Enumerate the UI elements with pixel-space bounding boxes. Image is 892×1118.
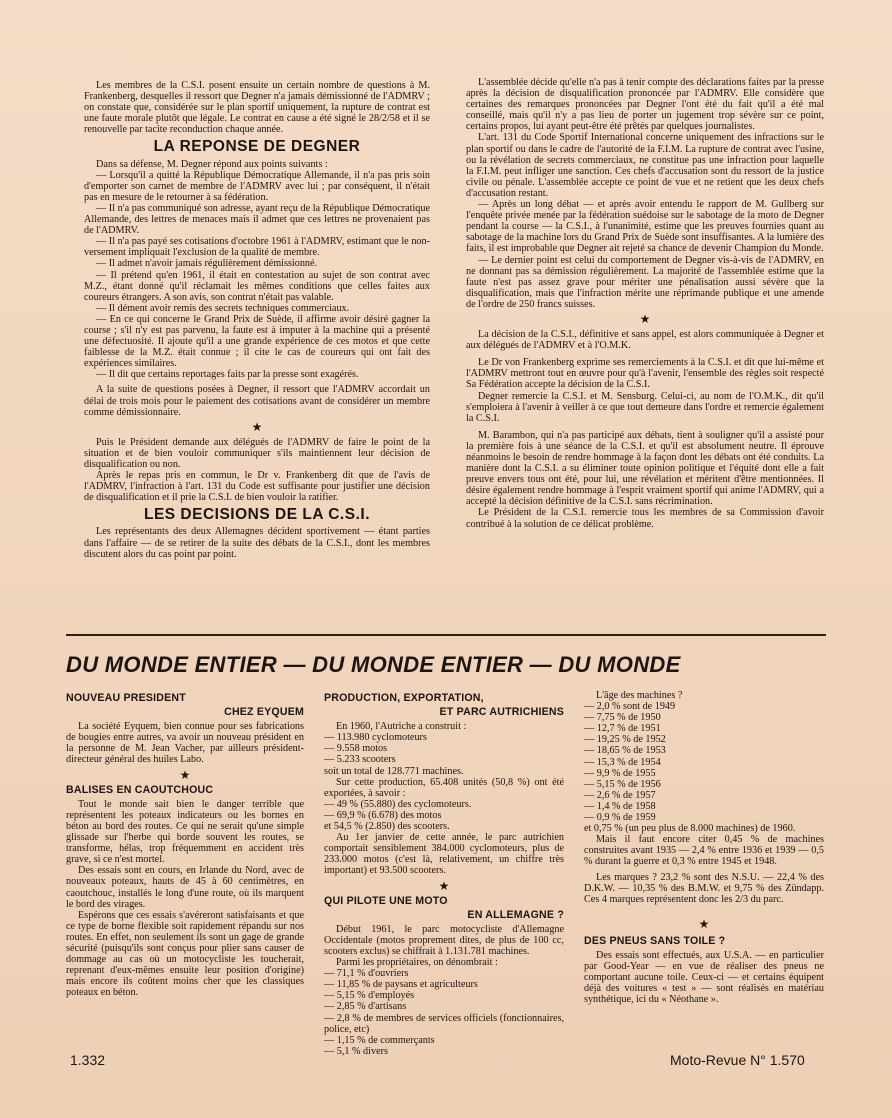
list-item: — 1,15 % de commerçants xyxy=(324,1034,435,1046)
paragraph: Après le repas pris en commun, le Dr v. Frankenberg dit que de l'avis de l'ADMRV, l'infraction à l'art. 131 du Code est suffisante pour justifier une décision de disqualification et il prie la C.S.I. de bien vouloir la ratifier. xyxy=(84,470,430,504)
paragraph: Puis le Président demande aux délégués de l'ADMRV de faire le point de la situation et de bien vouloir communiquer s'ils maintiennent leur décision de disqualification ou non. xyxy=(84,436,430,470)
paragraph: — Il dit que certains reportages faits par la presse sont exagérés. xyxy=(96,369,359,381)
list-item: — 113.980 cyclomoteurs xyxy=(324,732,427,744)
heading-parc-autrichiens: ET PARC AUTRICHIENS xyxy=(439,706,564,719)
intro-paragraph: Les membres de la C.S.I. posent ensuite un certain nombre de questions à M. Frankenberg, desquelles il ressort que Degner n'a jamais démissionné de l'ADMRV ; on constate que, considérée sur le plan sportif uniquement, la rupture de contrat est une faute morale plutôt que légale. Le contrat en cause a été signé le 28/2/58 et il se renouvelle par tacite reconduction chaque année. xyxy=(84,80,430,136)
heading-nouveau-president: NOUVEAU PRESIDENT xyxy=(66,692,186,704)
paragraph: En 1960, l'Autriche a construit : xyxy=(336,721,467,733)
star-separator-icon: ★ xyxy=(251,419,263,434)
article-column-left xyxy=(84,80,430,560)
star-separator-icon: ★ xyxy=(698,916,710,931)
paragraph: — En ce qui concerne le Grand Prix de Suède, il affirme avoir désiré gagner la course ; s'il n'y est pas parvenu, la faute est à imputer à la machine qui a présenté une défectuosité. Il ajoute qu'il a une grande expérience de ces motos et que cette faiblesse de la M.Z. était connue ; il cite le cas de coureurs qui ont fait des expériences similaires. xyxy=(84,313,430,370)
magazine-issue: Moto-Revue N° 1.570 xyxy=(670,1052,805,1068)
paragraph: — Il admet n'avoir jamais régulièrement démissionné. xyxy=(96,258,318,270)
heading-decisions-csi: LES DECISIONS DE LA C.S.I. xyxy=(143,506,370,524)
list-item: — 5,15 % d'employés xyxy=(324,990,415,1002)
paragraph: Au 1er janvier de cette année, le parc autrichien comportait sensiblement 384.000 cyclomoteurs, plus de 233.000 motos (c'est là, relativement, un chiffre très important) et 93.500 scooters. xyxy=(324,832,564,877)
paragraph: — Lorsqu'il a quitté la République Démocratique Allemande, il n'a pas pris soin d'emporter son carnet de membre de l'ADMRV avec lui ; par conséquent, il n'était pas en mesure de le retourner à sa fédération. xyxy=(84,169,430,203)
list-item: — 9.558 motos xyxy=(324,743,388,755)
list-item: — 7,75 % de 1950 xyxy=(584,712,661,724)
list-item: — 2,0 % sont de 1949 xyxy=(584,701,676,713)
paragraph: Parmi les propriétaires, on dénombrait : xyxy=(336,957,498,969)
list-item: — 2,85 % d'artisans xyxy=(324,1001,407,1013)
star-separator-icon: ★ xyxy=(438,878,450,893)
heading-production: PRODUCTION, EXPORTATION, xyxy=(324,692,484,704)
heading-reponse-degner: LA REPONSE DE DEGNER xyxy=(153,138,361,156)
list-item: — 19,25 % de 1952 xyxy=(584,734,666,746)
news-column-3 xyxy=(584,690,824,1005)
paragraph: Des essais sont effectués, aux U.S.A. — en particulier par Good-Year — en vue de réaliser des pneus ne comportant aucune toile. Ceux-ci — et certains équipent déjà des voitures « test » — sont réalisés en matériau synthétique, ici du « Néothane ». xyxy=(584,949,824,1006)
list-item: — 71,1 % d'ouvriers xyxy=(324,968,409,980)
section-divider xyxy=(66,634,826,636)
article-column-right xyxy=(466,77,824,530)
paragraph: Degner remercie la C.S.I. et M. Sensburg. Celui-ci, au nom de l'O.M.K., dit qu'il s'emploiera à l'avenir à veiller à ce que tout demeure dans l'ordre et remercie également la C.S.I. xyxy=(466,390,824,424)
paragraph: Les représentants des deux Allemagnes décident sportivement — étant parties dans l'affaire — de se retirer de la suite des débats de la C.S.I., dont les membres discutent alors du cas point par point. xyxy=(84,526,430,560)
star-separator-icon: ★ xyxy=(639,311,651,326)
paragraph: — Après un long débat — et après avoir entendu le rapport de M. Gullberg sur l'enquête privée menée par la fédération suédoise sur le sabotage de la moto de Degner pendant la course — la C.S.I., à l'unanimité, estime que les preuves fournies quant au sabotage de la machine lors du Grand Prix de Suède sont insuffisantes. A la lumière des faits, il est improbable que Degner ait rejeté sa chance de devenir Champion du Monde. xyxy=(466,199,824,255)
paragraph: La décision de la C.S.I., définitive et sans appel, est alors communiquée à Degner et aux délégués de l'ADMRV et à l'O.M.K. xyxy=(466,329,824,352)
list-item: — 69,9 % (6.678) des motos xyxy=(324,809,442,821)
paragraph: — Il n'a pas payé ses cotisations d'octobre 1961 à l'ADMRV, estimant que le non-versement impliquait l'exclusion de la qualité de membre. xyxy=(84,236,430,259)
paragraph: — Il n'a pas communiqué son adresse, ayant reçu de la République Démocratique Allemande, des lettres de menaces mais il admet que ces lettres ne provenaient pas de l'ADMRV. xyxy=(84,202,430,237)
star-separator-icon: ★ xyxy=(179,767,191,782)
section-banner: DU MONDE ENTIER — DU MONDE ENTIER — DU MONDE xyxy=(66,652,681,677)
list-item: — 11,85 % de paysans et agriculteurs xyxy=(324,979,478,991)
list-item: — 49 % (55.880) des cyclomoteurs. xyxy=(324,798,472,810)
paragraph: Début 1961, le parc motocycliste d'Allemagne Occidentale (motos proprement dites, de plus de 100 cc, scooters exclus) se chiffrait à 1.131.781 machines. xyxy=(324,923,564,957)
paragraph: soit un total de 128.771 machines. xyxy=(324,765,464,777)
paragraph: La société Eyquem, bien connue pour ses fabrications de bougies entre autres, va avoir un nouveau président en la personne de M. Jean Vacher, par ailleurs président-directeur général des huiles Labo. xyxy=(66,721,304,766)
list-item: — 1,4 % de 1958 xyxy=(584,800,656,812)
paragraph: L'assemblée décide qu'elle n'a pas à tenir compte des déclarations faites par la presse après la décision de disqualification prononcée par l'ADMRV. Elle considère que certaines des remarques prononcées par Degner l'ont été du fait qu'il a été mal conseillé, mais qu'il n'y a pas lieu de porter un jugement trop sévère sur ce point, certains propos, lui ayant peut-être été prêtés par quelques journalistes. xyxy=(466,77,824,133)
list-item: — 5,1 % divers xyxy=(324,1045,388,1057)
list-item: — 2,6 % de 1957 xyxy=(584,789,656,801)
paragraph: Le Président de la C.S.I. remercie tous les membres de sa Commission d'avoir contribué à la solution de ce délicat problème. xyxy=(466,507,824,530)
paragraph: Dans sa défense, M. Degner répond aux points suivants : xyxy=(96,158,328,170)
list-item: — 5.233 scooters xyxy=(324,754,396,766)
paragraph: M. Barambon, qui n'a pas participé aux débats, tient à souligner qu'il a assisté pour la première fois à une séance de la C.S.I. et qu'il est absolument neutre. Il éprouve néanmoins le besoin de rendre hommage à la façon dont les débats ont été conduits. La manière dont la C.S.I. a su éliminer toute opinion politique et l'équité dont elle a fait preuve envers tous ont été, pour lui, une révélation et méritent d'être mentionnées. Il désire également rendre hommage à l'esprit vraiment sportif qui anime l'ADMRV, qui a accepté la décision définitive de la C.S.I. sans récrimination. xyxy=(466,429,824,508)
paragraph: — Le dernier point est celui du comportement de Degner vis-à-vis de l'ADMRV, en ne donnant pas sa démission régulièrement. La majorité de l'assemblée estime que la faute n'est pas assez grave pour mériter une pénalisation aussi sévère que la disqualification, mais que l'infraction mérite une réprimande publique et une amende de l'ordre de 250 francs suisses. xyxy=(466,254,824,310)
paragraph: — Il prétend qu'en 1961, il était en contestation au sujet de son contrat avec M.Z., étant donné qu'il réclamait les mêmes conditions que celles faites aux coureurs étrangers. A son avis, son contrat n'était pas valable. xyxy=(84,269,430,303)
paragraph: Les marques ? 23,2 % sont des N.S.U. — 22,4 % des D.K.W. — 10,35 % des B.M.W. et 9,75 % des Zündapp. Ces 4 marques représentent donc les 2/3 du parc. xyxy=(584,871,824,905)
paragraph: Mais il faut encore citer 0,45 % de machines construites avant 1935 — 2,4 % entre 1936 et 1939 — 0,5 % durant la guerre et 0,3 % entre 1945 et 1948. xyxy=(584,834,824,868)
paragraph: Tout le monde sait bien le danger terrible que représentent les poteaux indicateurs ou les bornes en béton au bord des routes. Ce qui ne serait qu'une simple glissade sur l'herbe qui borde souvent les routes, se transforme, hélas, trop fréquemment en accident très grave, si ce n'est mortel. xyxy=(66,798,304,866)
news-column-2 xyxy=(324,690,564,1057)
list-item: — 2,8 % de membres de services officiels (fonctionnaires, police, etc) xyxy=(324,1012,564,1035)
list-item: et 54,5 % (2.850) des scooters. xyxy=(324,821,450,833)
list-item: — 12,7 % de 1951 xyxy=(584,723,661,735)
paragraph: A la suite de questions posées à Degner, il ressort que l'ADMRV accordait un délai de trois mois pour le paiement des cotisations avant de considérer un membre comme démissionnaire. xyxy=(84,384,430,418)
paragraph: Sur cette production, 65.408 unités (50,8 %) ont été exportées, à savoir : xyxy=(324,776,564,799)
list-item: et 0,75 % (un peu plus de 8.000 machines) de 1960. xyxy=(584,823,796,835)
paragraph: — Il dément avoir remis des secrets techniques commerciaux. xyxy=(96,302,350,314)
heading-chez-eyquem: CHEZ EYQUEM xyxy=(224,706,304,719)
list-item: — 9,9 % de 1955 xyxy=(584,767,656,779)
heading-qui-pilote: QUI PILOTE UNE MOTO xyxy=(324,894,448,907)
list-item: — 15,3 % de 1954 xyxy=(584,756,661,768)
paragraph: Espérons que ces essais s'avéreront satisfaisants et que ce type de borne flexible soit rapidement répandu sur nos routes. En effet, non seulement ils sont un gage de grande sécurité (puisqu'ils sont conçus pour plier sans causer de dommage au cas où un motocycliste les toucherait, reprenant d'eux-mêmes ensuite leur position d'origine) mais encore ils coûtent moins cher que les classiques poteaux en béton. xyxy=(66,909,304,999)
page-number: 1.332 xyxy=(70,1052,106,1068)
news-column-1 xyxy=(66,690,304,998)
paragraph: Des essais sont en cours, en Irlande du Nord, avec de nouveaux poteaux, hauts de 45 à 60 centimètres, en caoutchouc, installés le long d'une route, où ils marquent le bord des virages. xyxy=(66,865,304,910)
list-item: — 18,65 % de 1953 xyxy=(584,745,666,757)
paragraph: L'âge des machines ? xyxy=(596,690,683,701)
paragraph: Le Dr von Frankenberg exprime ses remerciements à la C.S.I. et dit que lui-même et l'ADMRV mettront tout en œuvre pour qu'à l'avenir, l'ensemble des règles soit respecté Sa Fédération accepte la décision de la C.S.I. xyxy=(466,357,824,391)
list-item: — 5,15 % de 1956 xyxy=(584,778,661,790)
heading-pneus: DES PNEUS SANS TOILE ? xyxy=(584,934,726,947)
heading-en-allemagne: EN ALLEMAGNE ? xyxy=(467,908,564,921)
heading-balises: BALISES EN CAOUTCHOUC xyxy=(66,783,214,796)
paragraph: L'art. 131 du Code Sportif International concerne uniquement des infractions sur le plan sportif ou dans le cadre de l'autorité de la F.I.M. La rupture de contrat avec l'usine, ou la révélation de secrets commerciaux, ne constitue pas une infraction pour laquelle la F.I.M. peut infliger une sanction. Ces chefs d'accusation sont du ressort de la justice civile ou pénale. L'assemblée accepte ce point de vue et ne retient que les deux chefs d'accusation restant. xyxy=(466,132,824,199)
list-item: — 0,9 % de 1959 xyxy=(584,812,656,824)
